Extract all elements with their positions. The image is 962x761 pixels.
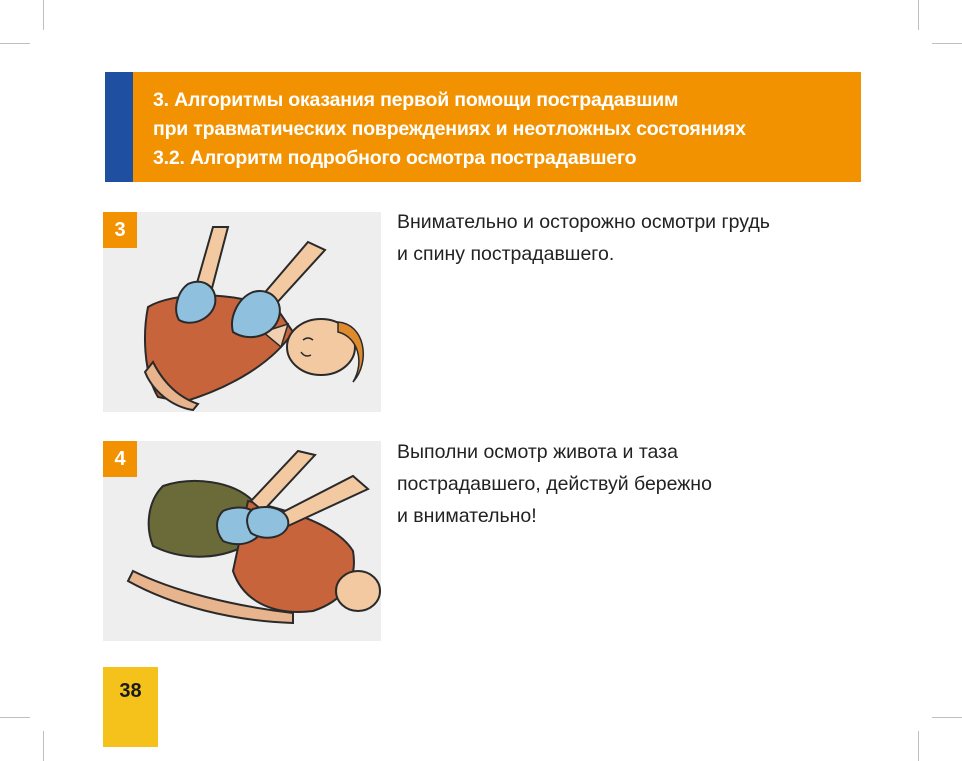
header-line-3: 3.2. Алгоритм подробного осмотра пострадавшего — [153, 147, 637, 169]
header-accent-bar — [105, 72, 133, 182]
step-3-line-1: Внимательно и осторожно осмотри грудь — [397, 211, 770, 233]
page-number: 38 — [103, 667, 158, 747]
step-4-illustration — [103, 441, 381, 641]
header-line-1: 3. Алгоритмы оказания первой помощи пострадавшим — [153, 89, 679, 111]
step-3-illustration — [103, 212, 381, 412]
header-title — [153, 86, 851, 173]
step-4-instruction — [397, 436, 867, 532]
chest-exam-drawing — [103, 212, 381, 412]
step-4-line-1: Выполни осмотр живота и таза — [397, 441, 678, 463]
crop-mark — [918, 0, 919, 30]
step-3-instruction — [397, 206, 867, 270]
crop-mark — [0, 43, 30, 44]
crop-mark — [0, 717, 30, 718]
crop-mark — [43, 731, 44, 761]
crop-mark — [932, 43, 962, 44]
step-4-line-3: и внимательно! — [397, 505, 537, 527]
section-header — [105, 72, 861, 182]
step-4-line-2: пострадавшего, действуй бережно — [397, 473, 712, 495]
crop-mark — [43, 0, 44, 30]
abdomen-exam-drawing — [103, 441, 381, 641]
step-3-line-2: и спину пострадавшего. — [397, 243, 615, 265]
header-line-2: при травматических повреждениях и неотложных состояниях — [153, 118, 746, 140]
crop-mark — [918, 731, 919, 761]
step-number-badge: 3 — [103, 212, 137, 248]
step-number-badge: 4 — [103, 441, 137, 477]
crop-mark — [932, 717, 962, 718]
